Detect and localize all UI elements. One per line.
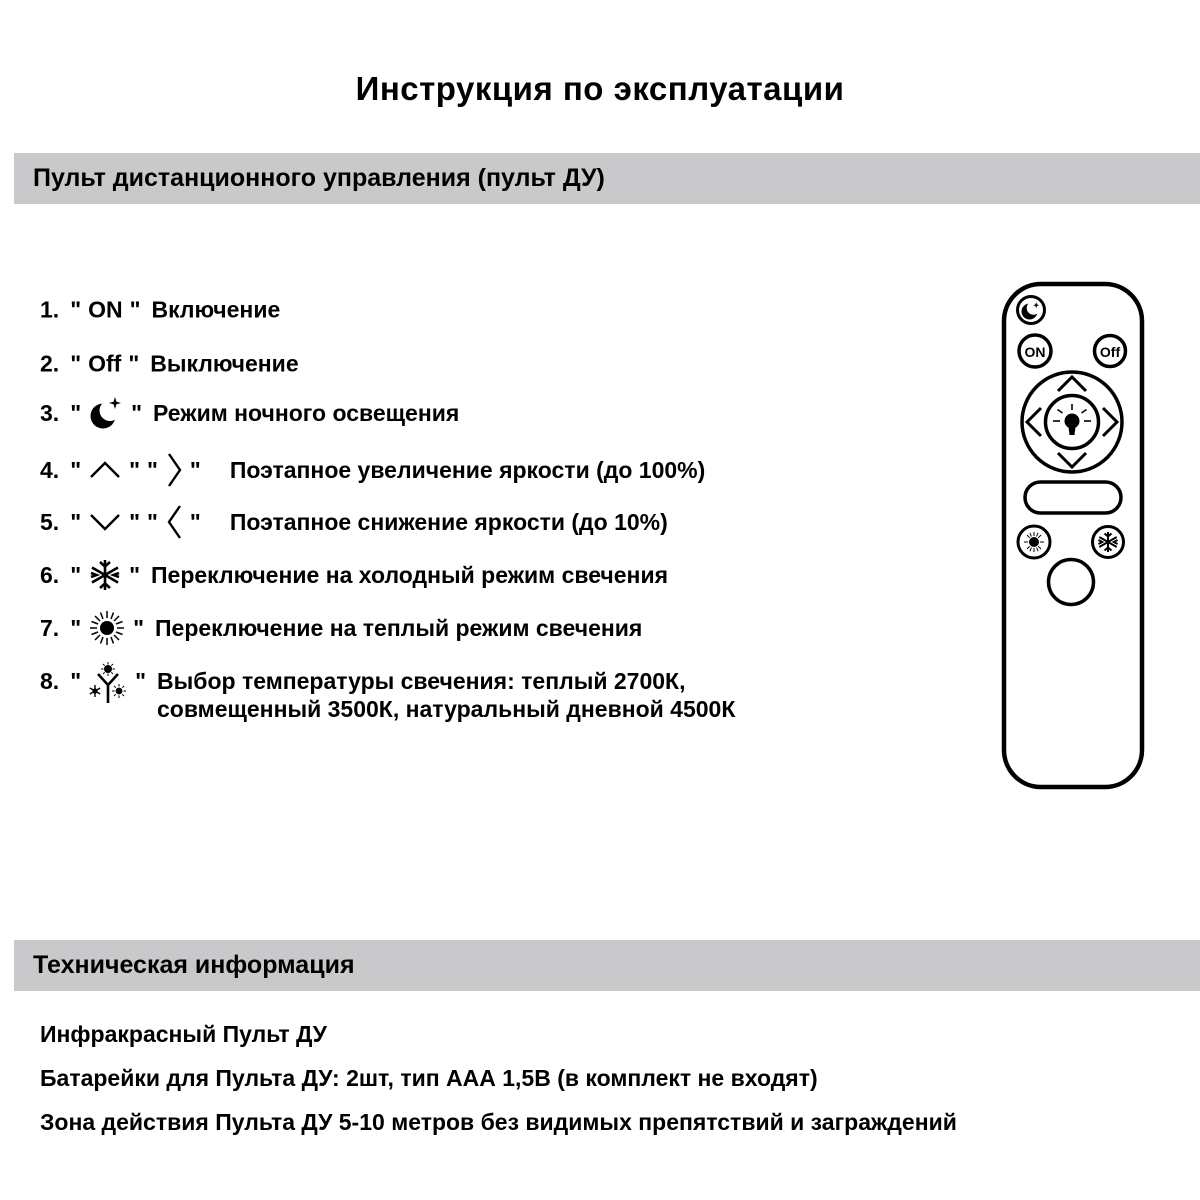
page-title: Инструкция по эксплуатации xyxy=(355,70,845,107)
quote-mark: " xyxy=(135,668,146,694)
quote-mark: " xyxy=(70,508,82,535)
temperature-select-icon xyxy=(88,661,128,705)
quote-mark: " xyxy=(189,456,201,483)
item-number: 2. xyxy=(40,350,60,377)
item-text-line2: совмещенный 3500К, натуральный дневной 4500К xyxy=(157,696,736,722)
chevron-left-icon xyxy=(165,502,183,542)
tech-info-line: Зона действия Пульта ДУ 5-10 метров без видимых препятствий и заграждений xyxy=(40,1109,957,1135)
item-number: 3. xyxy=(40,399,60,426)
quote-mark: " xyxy=(129,296,141,323)
remote-control-diagram xyxy=(998,276,1146,792)
item-text: Режим ночного освещения xyxy=(153,399,460,426)
item-text: Поэтапное увеличение яркости (до 100%) xyxy=(229,456,706,483)
tech-info-line: Батарейки для Пульта ДУ: 2шт, тип ААА 1,5В (в комплект не входят) xyxy=(40,1065,818,1091)
section-heading-tech xyxy=(14,940,1200,991)
tech-info-block xyxy=(40,1020,957,1152)
off-key-label: Off xyxy=(88,350,122,377)
item-number: 8. xyxy=(40,668,60,694)
quote-mark: " xyxy=(129,561,140,588)
quote-mark: " xyxy=(70,668,82,694)
moon-night-mode-icon xyxy=(88,394,124,432)
item-text: Выключение xyxy=(150,350,299,377)
quote-mark: " xyxy=(131,399,142,426)
item-number: 5. xyxy=(40,508,60,535)
quote-mark: " xyxy=(147,508,158,535)
list-item-temperature-select xyxy=(40,667,735,723)
on-button-label: ON xyxy=(1024,344,1046,360)
list-item-night-mode xyxy=(40,394,459,432)
off-button-label: Off xyxy=(1099,344,1121,360)
quote-mark: " xyxy=(147,456,158,483)
section-heading-tech-label: Техническая информация xyxy=(33,951,355,979)
list-item-brightness-up xyxy=(40,450,705,490)
list-item-off xyxy=(40,351,299,378)
quote-mark: " xyxy=(129,456,140,483)
sun-icon xyxy=(88,609,126,647)
item-text: Переключение на теплый режим свечения xyxy=(155,614,643,641)
quote-mark: " xyxy=(70,296,82,323)
quote-mark: " xyxy=(189,508,201,535)
tech-info-line: Инфракрасный Пульт ДУ xyxy=(40,1021,327,1047)
chevron-up-icon xyxy=(88,460,122,480)
list-item-on xyxy=(40,297,280,324)
item-number: 7. xyxy=(40,614,60,641)
on-key-label: ON xyxy=(88,296,123,323)
item-text xyxy=(157,667,735,723)
quote-mark: " xyxy=(70,561,82,588)
item-text: Включение xyxy=(151,296,281,323)
quote-mark: " xyxy=(70,614,82,641)
section-heading-remote-label: Пульт дистанционного управления (пульт ДУ) xyxy=(33,164,605,192)
list-item-brightness-down xyxy=(40,502,668,542)
item-text: Переключение на холодный режим свечения xyxy=(151,561,669,588)
chevron-right-icon xyxy=(165,450,183,490)
item-number: 4. xyxy=(40,456,60,483)
quote-mark: " xyxy=(70,350,82,377)
item-text-line1: Выбор температуры свечения: теплый 2700К, xyxy=(157,668,686,694)
item-number: 6. xyxy=(40,561,60,588)
quote-mark: " xyxy=(133,614,144,641)
quote-mark: " xyxy=(70,456,82,483)
quote-mark: " xyxy=(70,399,82,426)
list-item-cold-mode xyxy=(40,558,668,592)
item-text: Поэтапное снижение яркости (до 10%) xyxy=(229,508,668,535)
warm-sun-icon xyxy=(1024,532,1044,552)
chevron-down-icon xyxy=(88,512,122,532)
item-number: 1. xyxy=(40,296,60,323)
quote-mark: " xyxy=(129,508,140,535)
snowflake-icon xyxy=(88,558,122,592)
section-heading-remote xyxy=(14,153,1200,204)
quote-mark: " xyxy=(128,350,140,377)
list-item-warm-mode xyxy=(40,609,642,647)
